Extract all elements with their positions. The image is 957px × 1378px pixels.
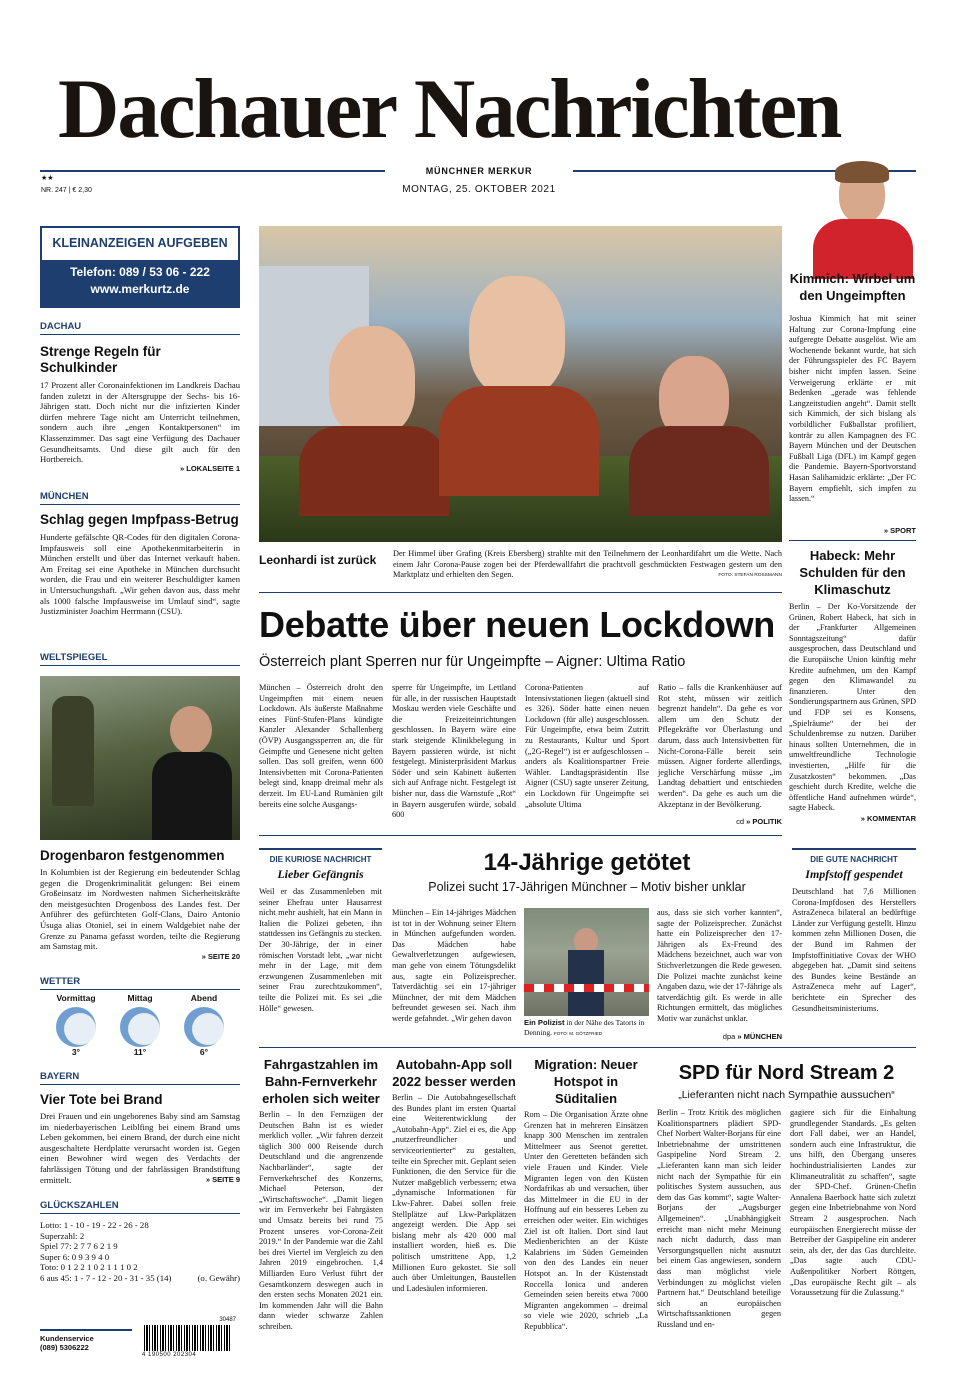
- masthead-title: Dachauer Nachrichten: [58, 62, 841, 156]
- weltspiegel-ref[interactable]: » SEITE 20: [201, 952, 240, 961]
- getoetet-ref-target: » MÜNCHEN: [737, 1032, 782, 1041]
- cloud-icon: [184, 1007, 224, 1047]
- getoetet-photo: [524, 908, 649, 1016]
- photo-caption-title: Leonhardi ist zurück: [259, 553, 377, 567]
- lotto-numbers: [40, 1220, 240, 1283]
- muenchen-headline[interactable]: Schlag gegen Impfpass-Betrug: [40, 512, 239, 527]
- service-label-box: [40, 1329, 132, 1352]
- bahn-headline[interactable]: Fahrgastzahlen im Bahn-Fernverkehr erholen sich weiter: [262, 1057, 380, 1106]
- lead-ref-target: » POLITIK: [746, 817, 782, 826]
- lotto-line: 6 aus 45: 1 - 7 - 12 - 20 - 31 - 35 (14): [40, 1272, 172, 1283]
- getoetet-headline[interactable]: 14-Jährige getötet: [483, 849, 691, 876]
- kurios-body: Weil er das Zusammenleben mit seiner Ehefrau unter Hausarrest nicht mehr aushielt, hat ein Mann in Italien die Polizei gebeten, ihn stattdessen ins Gefängnis zu stecken. Der 30-Jährige, der in einer römischen Vorstadt lebt, „war nicht mehr in der Lage, mit dem erzwungenen Zusammenleben mit seiner Frau zurechtzukommen“, teilte die Polizei mit. Es sei „die Hölle“ gewesen.: [259, 887, 382, 1013]
- leonhardi-photo: [259, 226, 782, 542]
- kurios-box: [259, 848, 382, 1037]
- muenchen-body: Hunderte gefälschte QR-Codes für den digitalen Corona-Impfausweis soll eine Apothekenmitarbeiterin in München erstellt und über das Internet verkauft haben. Am Freitag sei eine Apotheke in München durchsucht worden, die Frau und ein weiterer Beschuldigter kamen in Untersuchungshaft. „Wir gehen davon aus, dass mehr als 1000 falsche Impfausweise im Umlauf sind“, sagte Justizminister Joachim Herrmann (CSU).: [40, 532, 240, 617]
- weather-slot: [110, 993, 170, 1057]
- spd-col: gagiere sich für die Einhaltung grundlegender Standards. „Es gelten dort Fall dabei, wer an Handel, sondern auch eine Infrastruktur, die uns hilft, den Übergang unseres hochindustrialisierten Landes zur Klimaneutralität zu schaffen“, sagte der SPD-Chef. Grünen-Chefin Annalena Baerbock hatte sich zuletzt gegen eine Inbetriebnahme von Nord Stream 2 ausgesprochen. Nach europäischen Energierecht müsse der Betreiber der Gaspipeline ein anderer sein, als der, der das Gas durchleite. „Das sagte auch CDU-Außenpolitiker Norbert Röttgen, „Das europäische Recht gilt – als Voraussetzung für die Zulassung.“: [790, 1108, 916, 1298]
- autobahn-article: [392, 1056, 516, 1355]
- lotto-line: Superzahl: 2: [40, 1230, 85, 1241]
- kimmich-body: Joshua Kimmich hat mit seiner Haltung zur Corona-Impfung eine aufgeregte Debatte ausgelöst. Wie am Wochenende bekannt wurde, hat sich der Führungsspieler des FC Bayern bisher nicht impfen lassen. Seine Verweigerung erklärte er mit Bedenken „gerade was fehlende Langzeitstudien angeht“. Damit stellt sich Kimmich, der sich bislang als vorbildlicher Fußballstar profiliert, konträr zu allen Kampagnen des FC Bayern München und der Deutschen Fußball Liga (DFL) im Kampf gegen die Pandemie. Bayern-Sportvorstand Hasan Salihamidzic erklärte: „Der FC Bayern empfiehlt, sich impfen zu lassen.“: [789, 314, 916, 504]
- lotto-line: Spiel 77: 2 7 7 6 2 1 9: [40, 1241, 118, 1251]
- lead-col: München – Österreich droht den Ungeimpften mit einem neuen Lockdown. Als äußerste Maßnahme eines Fünf-Stufen-Plans kündigte Kanzler Alexander Schallenberg (ÖVP) Ausgangssperren an, die für Geimpfte und Genesene nicht gelten sollen. Das soll greifen, wenn 600 Intensivbetten mit Corona-Patienten belegt sind, knapp dreimal mehr als derzeit. Im EU-Land Rumänien gilt bereits eine solche Ausgangs-: [259, 683, 383, 809]
- spd-col: Berlin – Trotz Kritik des möglichen Koalitionspartners plädiert SPD-Chef Norbert Walter-Borjans für eine Inbetriebnahme der umstrittenen Gaspipeline Nord Stream 2. „Lieferanten kann man sich leider nicht nach der Sympathie für ein politisches System aussuchen, aus dem das Gas kommt“, sagte Walter-Borjans der „Augsburger Allgemeinen“. „Unabhängigkeit erreicht man nicht mehr Meinung nach nicht dadurch, dass man Versorgungsquellen nicht ausnutzt bei einem Gas angewiesen, sondern dass man möglichst viele Verbindungen zu möglichst vielen Partnern hat.“ Deutschland beteilige sich an europäischen Wirtschaftssanktionen gegen Russland und en-: [657, 1108, 781, 1329]
- autobahn-headline[interactable]: Autobahn-App soll 2022 besser werden: [392, 1057, 516, 1089]
- dachau-headline[interactable]: Strenge Regeln für Schulkinder: [40, 344, 161, 375]
- kurios-section: DIE KURIOSE NACHRICHT: [259, 848, 382, 864]
- weather-slot: [46, 993, 106, 1057]
- weather-slot-label: Abend: [190, 993, 218, 1003]
- getoetet-ref[interactable]: [657, 1032, 782, 1041]
- weather-slot-temp: 3°: [71, 1047, 81, 1057]
- barcode-number: 4 190500 202304: [142, 1352, 197, 1358]
- gute-headline[interactable]: Impfstoff gespendet: [805, 867, 903, 881]
- bahn-article: [259, 1056, 383, 1372]
- spd-subtitle: „Lieferanten nicht nach Sympathie aussuchen“: [678, 1089, 895, 1101]
- weather-slot-temp: 11°: [133, 1047, 147, 1057]
- ad-title: KLEINANZEIGEN AUFGEBEN: [52, 236, 228, 250]
- kimmich-photo: [809, 161, 916, 266]
- gute-box: [792, 848, 916, 1027]
- bayern-body: Drei Frauen und ein ungeborenes Baby sind am Samstag im niederbayerischen Leiblfing bei einem Brand ums Leben gekommen, bei einem Brand, der durch eine nicht ausgeschaltete Herdplatte verursacht worden ist. Gegen einen Bewohner wird wegen des Verdachts der fahrlässigen Tötung und der fahrlässigen Brandstiftung ermittelt.: [40, 1111, 240, 1185]
- masthead-stars: ★★: [41, 175, 54, 182]
- kimmich-article: [789, 270, 916, 535]
- service-label: Kundenservice: [40, 1333, 94, 1343]
- habeck-headline[interactable]: Habeck: Mehr Schulden für den Klimaschutz: [799, 548, 906, 597]
- divider: [789, 540, 916, 541]
- service-box: [40, 1318, 240, 1362]
- habeck-ref[interactable]: » KOMMENTAR: [860, 814, 916, 823]
- masthead-date: MONTAG, 25. OKTOBER 2021: [402, 184, 556, 195]
- photo-caption: [259, 549, 782, 583]
- lotto-line: Lotto: 1 - 10 - 19 - 22 - 26 - 28: [40, 1220, 149, 1230]
- gute-section: DIE GUTE NACHRICHT: [792, 848, 916, 864]
- getoetet-photo-caption: [524, 1018, 649, 1038]
- lead-body: [259, 683, 782, 827]
- habeck-article: [789, 547, 916, 823]
- migration-body: Rom – Die Organisation Ärzte ohne Grenzen hat in mehreren Einsätzen knapp 300 Menschen im zentralen Mittelmeer aus Seenot gerettet. Unter den Geretteten befänden sich viele Frauen und Kinder. Viele Migranten legen von den Küsten Nordafrikas ab und versuchen, über das Mittelmeer in die EU in der Hoffnung auf ein besseres Leben zu erreichen oder weiter. Ein wichtiges Ziel ist oft Italien. Dort sind laut Medienberichten an der Küste Kalabriens im Süden Gemeinden von den des Landes ein neuer Hotspot an. In der Küstenstadt Roccella Ionica und anderen Gemeinden seien bereits etwa 7000 Migranten angekommen – dreimal so viele wie 2020, schrieb „La Repubblica“.: [524, 1110, 648, 1331]
- barcode-top: 30487: [219, 1317, 236, 1323]
- lotto-line: Toto: 0 1 2 2 1 0 2 1 1 1 0 2: [40, 1262, 138, 1272]
- autobahn-body: Berlin – Die Autobahngesellschaft des Bundes plant im ersten Quartal eine Weiterentwicklung der „Autobahn-App“. Ziel ei es, die App „nutzerfreundlicher und serviceorientierter“ zu gestalten, teilte ein Sprecher mit. Geplant seien Funktionen, die den Service für die Nutzer maßgeblich verbessern; etwa „dynamische Informationen für Lkw-Fahrer. Dabei sollen freie Stellplätze auf Lkw-Parkplätzen angezeigt werden. Die App sei bislang mehr als 420 000 mal installiert worden, hieß es. Die politisch umstrittene App, 1,2 Millionen Euro gekostet. Sie soll auch über Umleitungen, Baustellen und Ladesäulen informieren.: [392, 1093, 516, 1293]
- gute-body: Deutschland hat 7,6 Millionen Corona-Impfdosen des Herstellers AstraZeneca bilateral an bedürftige Länder zur Verfügung gestellt. Hinzu kommen zehn Millionen Dosen, die der Bund im Rahmen der Impfstoffinitiative Covax der WHO abgegeben hat. „Damit sind seitens des Bundes keine Bestände an AstraZeneca mehr auf Lager“, berichtete ein Sprecher des Gesundheitsministeriums.: [792, 887, 916, 1013]
- lead-ref-author: cd: [736, 817, 745, 826]
- ad-box[interactable]: [40, 226, 240, 308]
- photo-caption-text: Der Himmel über Grafing (Kreis Ebersberg) strahlte mit den Teilnehmern der Leonhardifahrt um die Wette. Nach einem Jahr Corona-Pause zogen bei der Pferdewallfahrt die prachtvoll geschmückten Festwagen gestern um den Marktplatz und erhielten den Segen.: [393, 549, 782, 579]
- getoetet-col: München – Ein 14-jähriges Mädchen ist tot in der Wohnung seiner Eltern in München aufgefunden worden. Das Mädchen habe Gewaltverletzungen aufgewiesen, man gehe von einem Tötungsdelikt aus, sagte ein Polizeisprecher. Tatverdächtig sei ein 17-jähriger Münchner, der mit dem Mädchen befreundet gewesen sei. Nach ihm werde gefahndet. „Wir gehen davon: [392, 908, 516, 1023]
- migration-article: [524, 1056, 648, 1372]
- divider: [259, 835, 782, 836]
- divider: [259, 592, 782, 593]
- ad-phone: Telefon: 089 / 53 06 - 222: [70, 265, 210, 279]
- getoetet-subtitle: Polizei sucht 17-Jährigen Münchner – Motiv bisher unklar: [428, 880, 746, 894]
- bahn-body: Berlin – In den Fernzügen der Deutschen Bahn ist es wieder merklich voller. „Wir fahren derzeit täglich 300 000 Reisende durch Deutschland und die angrenzende Nachbarländer“, sagte der Fernverkehrschef des Konzerns, Michael Peterson, der „Wirtschaftswoche“. „Damit liegen wir im Fernverkehr bei Fahrgästen und Umsatz bereits bei rund 75 Prozent unseres vor-Corona-Zeit 2019.“ In der Pandemie war die Zahl bei drei Viertel im Vergleich zu den Jahren 2019 eingebrochen. 1,4 Milliarden Euro Verlust führt der Gesamtkonzern deswegen auch in den ersten sechs Monaten 2021 ein. Im kommenden Jahr will die Bahn dann wieder schwarze Zahlen schreiben.: [259, 1110, 383, 1331]
- lead-col: Ratio – falls die Krankenhäuser auf Rot steht, müssen wir zeitlich begrenzt handeln“. Da gehe es vor allem um den Schutz der Pflegekräfte vor Überlastung und darum, dass auch Intensivbetten für Nicht-Corona-Fälle bereit sein müssen. Aigner forderte allerdings, jegliche Verschärfung müsse „im Landtag debattiert und entschieden werden“. Da gehe es auch um die Akzeptanz in der Bevölkerung.: [658, 683, 782, 809]
- photo-credit: FOTO: STEFAN ROSSMANN: [715, 573, 782, 578]
- lead-col: Corona-Patienten auf Intensivstationen liegen (aktuell sind es 326). Söder hatte einen neuen Lockdown (für alle) ausgeschlossen. Für Ungeimpfte, etwa beim Zutritt zu Restaurants, Kultur und Sport („2G-Regel“) ist er aufgeschlossen – anders als Koalitionspartner Freie Wähler. Landtagspräsidentin Ilse Aigner (CSU) sagte unserer Zeitung, ein Lockdown für Ungeimpfte sei „absolute Ultima: [525, 683, 649, 809]
- divider: [259, 1047, 916, 1048]
- lotto-note: (o. Gewähr): [197, 1272, 240, 1283]
- ad-url: www.merkurtz.de: [90, 282, 190, 296]
- weather-row: [40, 993, 240, 1057]
- section-weltspiegel: WELTSPIEGEL: [40, 652, 240, 666]
- masthead-rule-left: [40, 170, 385, 172]
- getoetet-col: aus, dass sie sich vorher kannten“, sagte der Polizeisprecher. Zunächst hatte ein Polizeisprecher den 17-Jährigen als Ex-Freund des Mädchens bezeichnet, auch war von Stichverletzungen die Rede gewesen. Die Polizei machte zunächst keine Angaben dazu, wie der 17-Jährige als tatverdächtig gilt. Es werde in alle Richtungen ermittelt, das mögliches Motiv war zunächst unklar.: [657, 908, 782, 1023]
- lead-subtitle: Österreich plant Sperren nur für Ungeimpfte – Aigner: Ultima Ratio: [259, 654, 686, 670]
- kurios-headline[interactable]: Lieber Gefängnis: [277, 867, 364, 881]
- weltspiegel-headline[interactable]: Drogenbaron festgenommen: [40, 848, 225, 863]
- masthead-issue: NR. 247 | € 2,30: [41, 187, 92, 194]
- getoetet-ref-author: dpa: [722, 1032, 736, 1041]
- lotto-line: Super 6: 0 9 3 9 4 0: [40, 1251, 110, 1262]
- service-phone: (089) 5306222: [40, 1342, 89, 1352]
- getoetet-photo-caption-bold: Ein Polizist: [524, 1018, 565, 1027]
- lead-col-last: [658, 683, 782, 827]
- kimmich-headline[interactable]: Kimmich: Wirbel um den Ungeimpften: [789, 271, 916, 303]
- habeck-body: Berlin – Der Ko-Vorsitzende der Grünen, Robert Habeck, hat sich in der „Frankfurter Allgemeinen Sonntagszeitung“ dafür ausgesprochen, dass Deutschland und die Europäische Union künftig mehr Kredite aufnehmen, um den Kampf gegen den Klimawandel zu finanzieren. Unter den Sondierungspartnern aus Grünen, SPD und FDP sei es Konsens, „Spielräume“ der bei der Schuldenbremse zu nutzen. Darüber hinaus sollten Unternehmen, die in umweltfreundliche Technologie investierten, „Hilfe für die Zusatzkosten“ bekommen. „Das geschieht durch Kredite, welche die öffentliche Hand aufnehmen würde“, sagte Habeck.: [789, 602, 916, 813]
- barcode: [140, 1319, 240, 1361]
- cloud-sun-icon: [120, 1007, 160, 1047]
- left-column: [40, 321, 240, 1283]
- bayern-ref[interactable]: » SEITE 9: [205, 1175, 240, 1184]
- weather-slot-label: Mittag: [127, 993, 153, 1003]
- lead-col: sperre für Ungeimpfte, im Lettland für alle, in der russischen Hauptstadt Moskau werden viele Geschäfte und die Freizeiteinrichtungen geschlossen. In Bayern wäre eine stark steigende Klinikbelegung in Bayern passieren würde, ist nicht festgelegt. Ministerpräsident Markus Söder und sein Kabinett äußerten sich auf Anfrage nicht. Festgelegt ist bisher nur, dass die Warnstufe „Rot“ in Bayern ausgerufen würde, sobald 600: [392, 683, 516, 820]
- spd-headline[interactable]: SPD für Nord Stream 2: [678, 1062, 895, 1084]
- kimmich-ref[interactable]: » SPORT: [883, 526, 916, 535]
- migration-headline[interactable]: Migration: Neuer Hotspot in Süditalien: [534, 1057, 638, 1106]
- section-lotto: GLÜCKSZAHLEN: [40, 1200, 240, 1214]
- lead-ref[interactable]: [658, 817, 782, 826]
- section-muenchen: MÜNCHEN: [40, 491, 240, 505]
- weather-slot-temp: 6°: [199, 1047, 209, 1057]
- dachau-body: 17 Prozent aller Coronainfektionen im Landkreis Dachau fanden zuletzt in der Altersgruppe der Sechs- bis 16-Jährigen statt. Doch nicht nur die infizierten Kinder dürfen mehrere Tage nicht am Unterricht teilnehmen, sondern auch ihre „engen Kontaktpersonen“ im Klassenzimmer. Das sagt eine Verfügung des Dachauer Gesundheitsamts. Und diese gilt auch für den Hortbereich.: [40, 380, 240, 465]
- section-bayern: BAYERN: [40, 1071, 240, 1085]
- drogenbaron-photo: [40, 676, 240, 840]
- bayern-headline[interactable]: Vier Tote bei Brand: [40, 1092, 163, 1107]
- getoetet-photo-credit: FOTO: M. GÖTZFRIED: [553, 1030, 603, 1036]
- dachau-ref[interactable]: » LOKALSEITE 1: [179, 464, 240, 473]
- barcode-bars: [144, 1325, 232, 1351]
- weather-slot: [174, 993, 234, 1057]
- weather-slot-label: Vormittag: [56, 993, 96, 1003]
- cloud-sun-icon: [56, 1007, 96, 1047]
- masthead-publisher: MÜNCHNER MERKUR: [425, 166, 533, 176]
- section-dachau: DACHAU: [40, 321, 240, 335]
- getoetet-photo-caption-text: in der Nähe des Tatorts in Denning.: [524, 1018, 645, 1037]
- weltspiegel-body: In Kolumbien ist der Regierung ein bedeutender Schlag gegen die Drogenkriminalität gelungen: Bei einem Großeinsatz im Nordwesten nahmen Sicherheitskräfte den meistgesuchten Drogenboss des Landes fest. Der Anführer des gefürchteten Golf-Clans, Dairo Antonio Úsuga alias Otoniel, sei in einem Waldgebiet nahe der Grenze zu Panama gefasst worden, teilte die Regierung am Samstag mit.: [40, 867, 240, 952]
- section-wetter: WETTER: [40, 976, 240, 990]
- lead-headline[interactable]: Debatte über neuen Lockdown: [259, 604, 775, 645]
